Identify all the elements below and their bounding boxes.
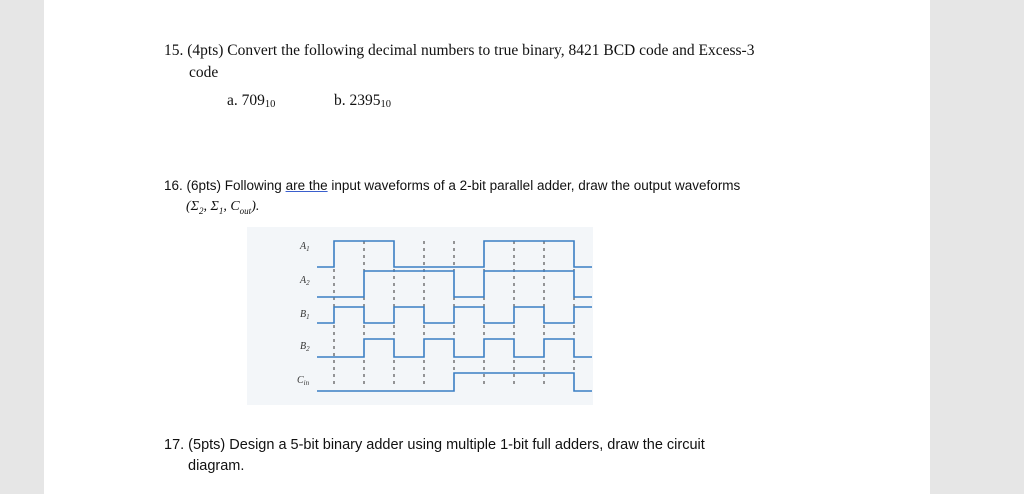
label-cin-main: C <box>297 375 304 386</box>
comma1: , <box>203 199 211 214</box>
label-b2-main: B <box>300 341 307 352</box>
q16-underlined: are the <box>285 178 328 193</box>
q15-line2: code <box>189 64 219 81</box>
q15-part-b-text: b. 2395 <box>334 92 381 109</box>
question-17 <box>164 435 884 477</box>
comma2: , <box>223 199 231 214</box>
label-b1-main: B <box>300 309 307 320</box>
q15-part-a-text: a. 709 <box>227 92 265 109</box>
q15-line1: 15. (4pts) Convert the following decimal numbers to true binary, 8421 BCD code and Excess-3 <box>164 42 755 59</box>
q16-suffix: input waveforms of a 2-bit parallel adder, draw the output waveforms <box>327 178 741 193</box>
label-b1-sub: 1 <box>306 313 310 321</box>
cout-sub: out <box>239 205 252 216</box>
eq-open: ( <box>186 199 191 214</box>
question-16 <box>164 176 884 216</box>
sigma1-sub: 1 <box>218 205 224 216</box>
label-a2-sub: 2 <box>306 279 310 287</box>
q17-line2: diagram. <box>188 458 245 474</box>
label-a1-sub: 1 <box>306 245 310 253</box>
q17-line1: 17. (5pts) Design a 5-bit binary adder using multiple 1-bit full adders, draw the circuit <box>164 437 705 453</box>
label-cin-sub: in <box>303 379 310 387</box>
q15-part-a <box>227 92 275 110</box>
document-page <box>44 0 930 494</box>
q16-outputs-equation <box>186 197 259 221</box>
q15-part-b <box>334 92 391 110</box>
label-a1-main: A <box>300 241 307 252</box>
q15-part-b-base: 10 <box>380 99 391 110</box>
input-waveform-diagram <box>247 227 593 405</box>
label-a2-main: A <box>300 275 307 286</box>
q15-part-a-base: 10 <box>264 99 276 110</box>
sigma2-sub: 2 <box>199 205 204 216</box>
sigma1: Σ <box>210 199 219 214</box>
eq-close: ). <box>251 199 260 214</box>
sigma2: Σ <box>190 199 199 214</box>
cout: C <box>230 199 240 214</box>
q16-prefix: 16. (6pts) Following <box>164 178 286 193</box>
question-15 <box>164 40 864 84</box>
label-b2-sub: 2 <box>306 345 310 353</box>
